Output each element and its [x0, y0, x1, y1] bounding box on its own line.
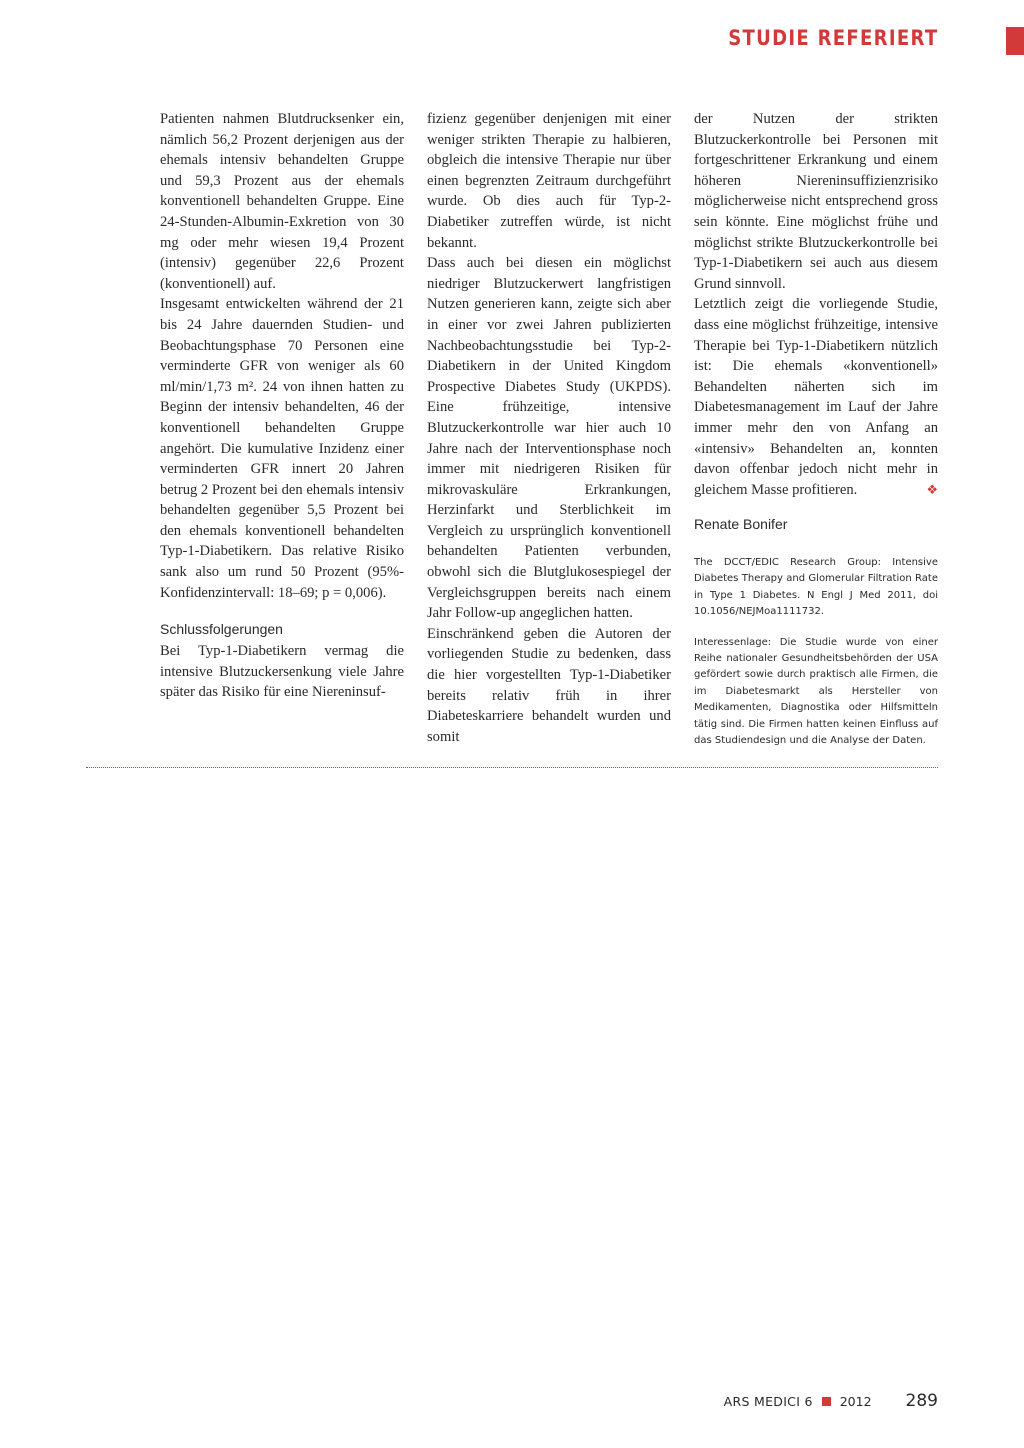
journal-name: ARS MEDICI 6 [723, 1394, 813, 1409]
page-footer [724, 1391, 938, 1411]
article-column-1 [160, 109, 404, 703]
paragraph: der Nutzen der strikten Blutzuckerkontrolle bei Personen mit fortgeschrittener Erkrankung und einem höheren Niereninsuffizienzrisiko möglicherweise nicht entsprechend gross sein könnte. Eine möglichst frühe und möglichst strikte Blutzuckerkontrolle bei Typ-1-Diabetikern sei auch aus diesem Grund sinnvoll. [694, 111, 938, 292]
paragraph: Bei Typ-1-Diabetikern vermag die intensive Blutzuckersenkung viele Jahre später das Risiko für eine Niereninsuf- [160, 643, 404, 701]
paragraph: fizienz gegenüber denjenigen mit einer weniger strikten Therapie zu halbieren, obgleich die intensive Therapie nur über einen begrenzten Zeitraum durchgeführt wurde. Ob dies auch für Typ-2-Diabetiker zutreffen würde, ist nicht bekannt. [427, 111, 671, 251]
section-marker-block [1006, 27, 1024, 55]
page-number: 289 [905, 1391, 938, 1411]
reference-citation: The DCCT/EDIC Research Group: Intensive Diabetes Therapy and Glomerular Filtration Rate in Type 1 Diabetes. N Engl J Med 2011, doi 10.1056/NEJMoa1111732. [694, 556, 938, 618]
paragraph: Patienten nahmen Blutdrucksenker ein, nämlich 56,2 Prozent derjenigen aus der ehemals intensiv behandelten Gruppe und 59,3 Prozent aus der ehemals konventionell behandelten Gruppe. Eine 24-Stunden-Albumin-Exkretion von 30 mg oder mehr wiesen 19,4 Prozent (intensiv) gegenüber 22,6 Prozent (konventionell) auf. [160, 111, 404, 292]
article-column-3 [694, 109, 938, 763]
dotted-divider [86, 767, 938, 768]
subheading-conclusions: Schlussfolgerungen [160, 621, 283, 638]
end-of-article-icon: ❖ [926, 481, 938, 497]
issue-year: 2012 [839, 1394, 872, 1409]
paragraph-text: Letztlich zeigt die vorliegende Studie, dass eine möglichst frühzeitige, intensive Therapie bei Typ-1-Diabetikern nützlich ist: Die ehemals «konventionell» Behandelten näherten sich im Diabetesmanagement im Lauf der Jahre immer mehr den von Anfang an «intensiv» Behandelten an, konnten davon offenbar jedoch nicht mehr in gleichem Masse profitieren. [694, 296, 938, 498]
article-column-2 [427, 109, 671, 747]
paragraph: Insgesamt entwickelten während der 21 bis 24 Jahre dauernden Studien- und Beobachtungsphase 70 Personen eine verminderte GFR von weniger als 60 ml/min/1,73 m². 24 von ihnen hatten zu Beginn der intensiv behandelten, 46 der konventionell behandelten Gruppe angehört. Die kumulative Inzidenz einer verminderten GFR innert 20 Jahren betrug 2 Prozent bei den ehemals intensiv behandelten gegenüber 5,5 Prozent bei den ehemals konventionell behandelten Typ-1-Diabetikern. Das relative Risiko sank also um rund 50 Prozent (95%-Konfidenzintervall: 18–69; p = 0,006). [160, 296, 404, 601]
footer-square-icon [822, 1397, 831, 1406]
section-title: STUDIE REFERIERT [727, 26, 938, 50]
paragraph [694, 294, 938, 500]
paragraph: Dass auch bei diesen ein möglichst niedriger Blutzuckerwert langfristigen Nutzen generieren kann, zeigte sich aber in einer vor zwei Jahren publizierten Nachbeobachtungsstudie bei Typ-2-Diabetikern in der United Kingdom Prospective Diabetes Study (UKPDS). Eine frühzeitige, intensive Blutzuckerkontrolle war hier auch 10 Jahre nach der Interventionsphase noch immer mit niedrigeren Risiken für mikrovaskuläre Erkrankungen, Herzinfarkt und Sterblichkeit im Vergleich zu ursprünglich konventionell behandelten Patienten verbunden, obwohl sich die Blutglukosespiegel der Vergleichsgruppen bereits nach einem Jahr Follow-up angeglichen hatten. [427, 255, 671, 622]
conflict-of-interest-note: Interessenlage: Die Studie wurde von einer Reihe nationaler Gesundheitsbehörden der USA gefördert sowie durch praktisch alle Firmen, die im Diabetesmarkt als Hersteller von Medikamenten, Diagnostika oder Hilfsmitteln tätig sind. Die Firmen hatten keinen Einfluss auf das Studiendesign und die Analyse der Daten. [694, 636, 938, 746]
paragraph: Einschränkend geben die Autoren der vorliegenden Studie zu bedenken, dass die hier vorgestellten Typ-1-Diabetiker bereits relativ früh in ihrer Diabeteskarriere behandelt wurden und somit [427, 625, 671, 745]
author-name: Renate Bonifer [694, 516, 788, 533]
